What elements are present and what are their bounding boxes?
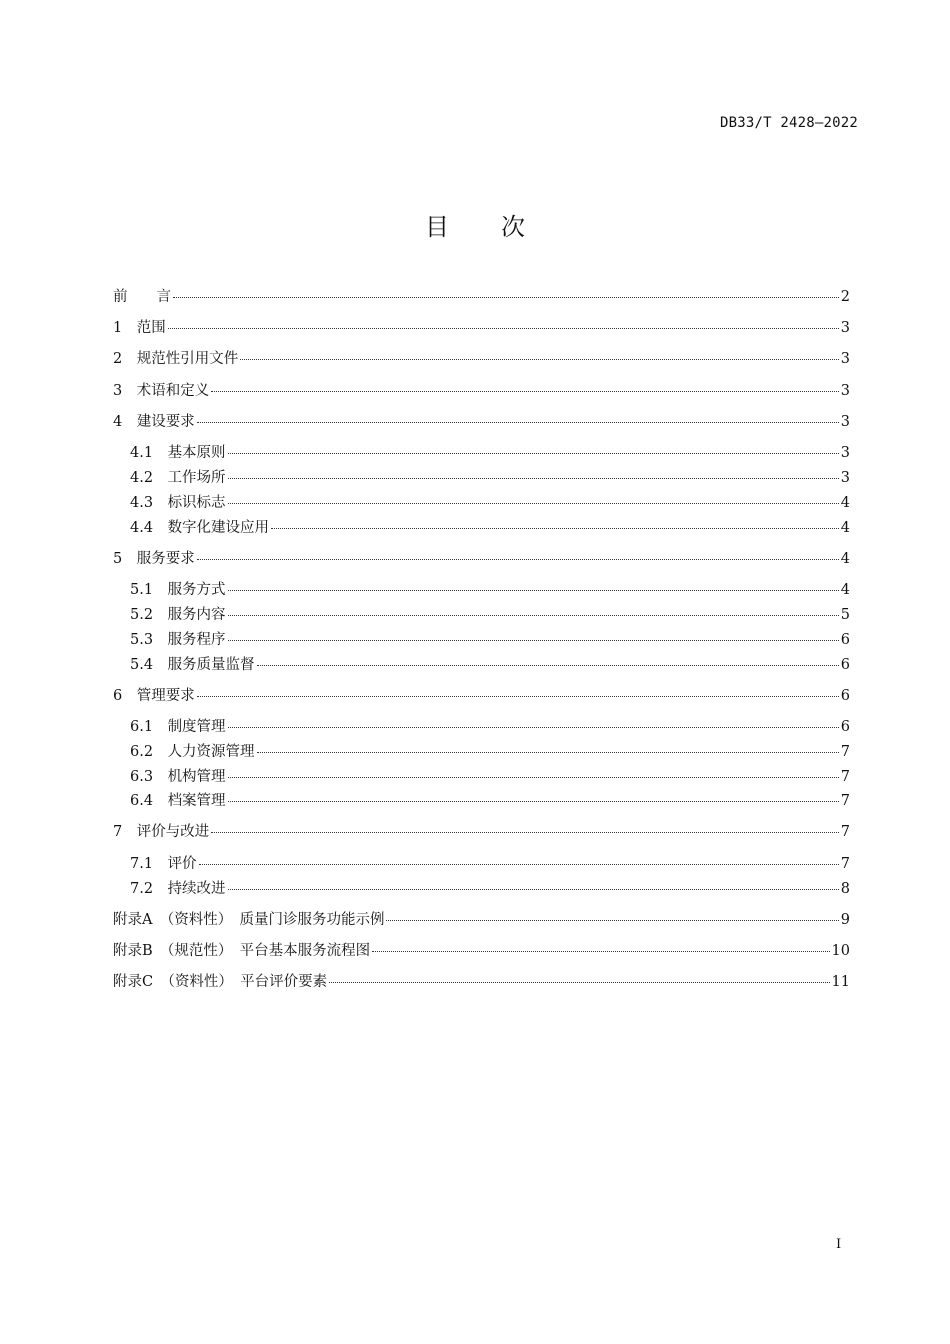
- toc-leader-dots: [386, 920, 838, 921]
- toc-entry-label: 数字化建设应用: [167, 520, 270, 536]
- toc-entry-number: 7.2: [130, 881, 168, 897]
- toc-entry-number: 5.2: [130, 607, 168, 623]
- toc-leader-dots: [329, 982, 829, 983]
- toc-entry-page: 6: [840, 688, 850, 704]
- toc-entry-label: 服务质量监督: [167, 657, 255, 673]
- toc-entry-page: 10: [831, 943, 850, 959]
- toc-entry-page: 9: [840, 912, 850, 928]
- toc-entry-page: 4: [840, 551, 850, 567]
- toc-entry-page: 3: [840, 351, 850, 367]
- toc-leader-dots: [257, 665, 839, 666]
- toc-entry-page: 3: [840, 445, 850, 461]
- toc-leader-dots: [271, 528, 839, 529]
- toc-entry-page: 7: [840, 824, 850, 840]
- toc-entry-number: 附录B （规范性）: [113, 943, 240, 959]
- toc-entry-page: 6: [840, 719, 850, 735]
- toc-entry-label: 持续改进: [167, 881, 226, 897]
- toc-entry-number: 附录C （资料性）: [113, 974, 241, 990]
- toc-entry-label: 术语和定义: [136, 383, 210, 399]
- toc-leader-dots: [228, 615, 839, 616]
- toc-entry-label: 服务程序: [167, 632, 226, 648]
- toc-entry-page: 4: [840, 520, 850, 536]
- toc-entry-label: 评价与改进: [136, 824, 210, 840]
- toc-entry-number: 4: [113, 414, 137, 430]
- toc-entry[interactable]: [130, 519, 850, 537]
- toc-entry-label: 标识标志: [167, 495, 226, 511]
- toc-entry-label: 基本原则: [167, 445, 226, 461]
- toc-entry[interactable]: [130, 743, 850, 761]
- toc-entry-page: 2: [840, 289, 850, 305]
- toc-leader-dots: [197, 696, 839, 697]
- toc-entry[interactable]: [130, 469, 850, 487]
- toc-leader-dots: [197, 559, 839, 560]
- toc-leader-dots: [228, 590, 839, 591]
- toc-entry-page: 11: [831, 974, 850, 990]
- toc-entry-page: 4: [840, 582, 850, 598]
- toc-entry-label: 规范性引用文件: [136, 351, 239, 367]
- toc-entry-number: 5: [113, 551, 137, 567]
- toc-entry-page: 3: [840, 383, 850, 399]
- toc-leader-dots: [228, 503, 839, 504]
- toc-entry-label: 平台基本服务流程图: [239, 943, 371, 959]
- page-number: I: [836, 1237, 842, 1252]
- page-title: [0, 207, 950, 242]
- toc-entry-number: 6.3: [130, 769, 168, 785]
- toc-entry-page: 7: [840, 793, 850, 809]
- toc-entry[interactable]: [113, 911, 850, 929]
- toc-entry-number: 6.4: [130, 793, 168, 809]
- toc-entry-number: 7.1: [130, 856, 168, 872]
- toc-entry-page: 3: [840, 470, 850, 486]
- toc-entry[interactable]: [113, 382, 850, 400]
- toc-leader-dots: [228, 801, 839, 802]
- toc-entry[interactable]: [130, 855, 850, 873]
- toc-entry-number: 5.3: [130, 632, 168, 648]
- toc-leader-dots: [228, 640, 839, 641]
- toc-entry[interactable]: [130, 581, 850, 599]
- toc-entry-number: 5.1: [130, 582, 168, 598]
- toc-leader-dots: [168, 328, 839, 329]
- toc-entry-label: 工作场所: [167, 470, 226, 486]
- toc-entry[interactable]: [113, 319, 850, 337]
- toc-leader-dots: [228, 453, 839, 454]
- toc-leader-dots: [372, 951, 829, 952]
- toc-leader-dots: [211, 832, 839, 833]
- toc-entry-number: 3: [113, 383, 137, 399]
- toc-entry-page: 7: [840, 769, 850, 785]
- toc-entry-page: 4: [840, 495, 850, 511]
- toc-entry-label: 服务要求: [136, 551, 195, 567]
- toc-leader-dots: [228, 727, 839, 728]
- toc-leader-dots: [197, 422, 839, 423]
- toc-entry[interactable]: [130, 768, 850, 786]
- toc-entry-page: 3: [840, 414, 850, 430]
- toc-leader-dots: [228, 777, 839, 778]
- toc-entry-number: 1: [113, 320, 137, 336]
- toc-entry-page: 6: [840, 632, 850, 648]
- toc-entry-number: 4.2: [130, 470, 168, 486]
- toc-entry-label: 评价: [167, 856, 197, 872]
- toc-entry-number: 2: [113, 351, 137, 367]
- toc-entry[interactable]: [130, 880, 850, 898]
- toc-entry-label: 制度管理: [167, 719, 226, 735]
- toc-entry-label: 服务内容: [167, 607, 226, 623]
- toc-entry[interactable]: [130, 656, 850, 674]
- toc-entry[interactable]: [113, 823, 850, 841]
- title-char-1: 目: [425, 213, 449, 241]
- toc-leader-dots: [173, 297, 839, 298]
- toc-entry[interactable]: [130, 718, 850, 736]
- toc-entry-number: 7: [113, 824, 137, 840]
- toc-entry-page: 8: [840, 881, 850, 897]
- toc-entry-label: 质量门诊服务功能示例: [239, 912, 385, 928]
- toc-leader-dots: [199, 864, 839, 865]
- toc-entry-label: 平台评价要素: [240, 974, 328, 990]
- toc-entry[interactable]: [130, 494, 850, 512]
- toc-entry[interactable]: [113, 350, 850, 368]
- toc-entry-page: 5: [840, 607, 850, 623]
- toc-entry-number: 6.1: [130, 719, 168, 735]
- toc-entry[interactable]: [130, 606, 850, 624]
- toc-entry-number: 5.4: [130, 657, 168, 673]
- toc-entry[interactable]: [113, 550, 850, 568]
- toc-leader-dots: [211, 391, 839, 392]
- toc-entry-label: 档案管理: [167, 793, 226, 809]
- document-number: DB33/T 2428—2022: [719, 115, 858, 131]
- toc-leader-dots: [257, 752, 839, 753]
- title-char-2: 次: [501, 213, 525, 241]
- toc-entry-number: 附录A （资料性）: [113, 912, 240, 928]
- toc-entry-number: 4.3: [130, 495, 168, 511]
- toc-entry-page: 7: [840, 744, 850, 760]
- toc-entry-label: 管理要求: [136, 688, 195, 704]
- toc-entry[interactable]: [113, 687, 850, 705]
- toc-entry-page: 3: [840, 320, 850, 336]
- toc-leader-dots: [228, 889, 839, 890]
- toc-entry-number: 6: [113, 688, 137, 704]
- toc-entry-number: 4.1: [130, 445, 168, 461]
- toc-entry[interactable]: [130, 444, 850, 462]
- toc-entry[interactable]: [130, 631, 850, 649]
- toc-entry-number: 6.2: [130, 744, 168, 760]
- toc-entry-label: 前 言: [113, 289, 171, 305]
- toc-entry-label: 人力资源管理: [167, 744, 255, 760]
- toc-entry-page: 7: [840, 856, 850, 872]
- toc-entry-label: 服务方式: [167, 582, 226, 598]
- toc-entry-label: 范围: [136, 320, 166, 336]
- toc-entry[interactable]: [113, 413, 850, 431]
- toc-leader-dots: [240, 359, 839, 360]
- toc-entry[interactable]: [113, 973, 850, 991]
- toc-entry-number: 4.4: [130, 520, 168, 536]
- toc-leader-dots: [228, 478, 839, 479]
- toc-entry[interactable]: [130, 792, 850, 810]
- toc-entry-label: 建设要求: [136, 414, 195, 430]
- toc-entry[interactable]: [113, 942, 850, 960]
- toc-entry-label: 机构管理: [167, 769, 226, 785]
- toc-entry[interactable]: [113, 288, 850, 306]
- toc-entry-page: 6: [840, 657, 850, 673]
